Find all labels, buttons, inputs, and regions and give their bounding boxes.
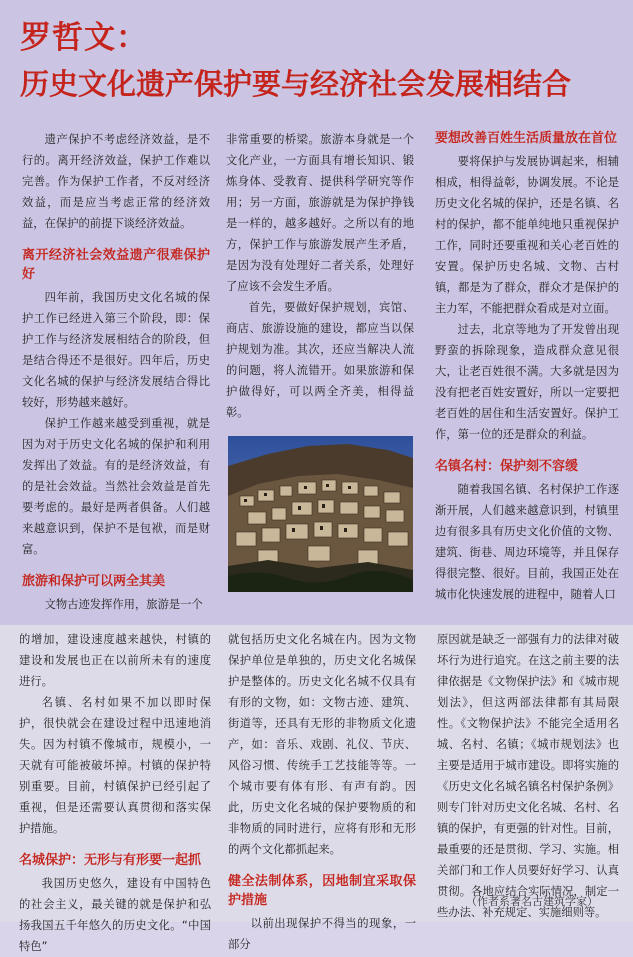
column-2-lower	[228, 629, 416, 955]
section-heading-tourism: 旅游和保护可以两全其美	[22, 574, 166, 589]
body-paragraph: 过去，北京等地为了开发曾出现野蛮的拆除现象，造成群众意见很大，让老百姓很不满。大多就是因为没有把老百姓安置好，所以一定要把老百姓的居住和生活安置好。保护工作，第一位的还是群众的利益。	[435, 323, 619, 441]
body-paragraph: 原因就是缺乏一部强有力的法律对破坏行为进行追究。在这之前主要的法律依据是《文物保护法》和《城市规划法》，但这两部法律都有其局限性。《文物保护法》不能完全适用名城、名村、名镇；《城市规划法》也主要是适用于城市建设。即将实施的《历史文化名城名镇名村保护条例》则专门针对历史文化名城、名村、名镇的保护，有更强的针对性。目前，最重要的还是贯彻、学习、实施。相关部门和工作人员要好好学习、认真贯彻。各地应结合实际情况，制定一些办法、补充规定、实施细则等。	[437, 633, 619, 919]
body-paragraph: 要将保护与发展协调起来，相辅相成，相得益彰，协调发展。不论是历史文化名城的保护，还是名镇、名村的保护，都不能单纯地只重视保护工作，同时还要重视和关心老百姓的安置。保护历史名城、文物、古村镇，都是为了群众，群众才是保护的主力军，不能把群众看成是对立面。	[435, 155, 619, 315]
body-paragraph: 首先，要做好保护规划，宾馆、商店、旅游设施的建设，都应当以保护规划为准。其次，还应当解决人流的问题，将人流错开。如果旅游和保护做得好，可以两全齐美，相得益彰。	[226, 301, 414, 419]
body-paragraph: 保护工作越来越受到重视，就是因为对于历史文化名城的保护和利用发挥出了效益。有的是经济效益，有的是社会效益。当然社会效益是首先要考虑的。最好是两者俱备。人们越来越意识到，保护不是包袱，而是财富。	[22, 417, 210, 556]
section-heading-legal-system: 健全法制体系，因地制宜采取保护措施	[228, 874, 416, 908]
body-paragraph: 的增加，建设速度越来越快，村镇的建设和发展也正在以前所未有的速度进行。	[19, 633, 211, 688]
body-paragraph: 名镇、名村如果不加以即时保护，很快就会在建设过程中迅速地消失。因为村镇不像城市，规模小，一天就有可能被破坏掉。村镇的保护特别重要。目前，村镇保护已经引起了重视，但是还需要认真贯彻和落实保护措施。	[19, 696, 211, 835]
body-paragraph: 我国历史悠久，建设有中国特色的社会主义，最关键的就是保护和弘扬我国五千年悠久的历史文化。“中国特色”	[19, 877, 211, 953]
section-heading-livelihood: 要想改善百姓生活质量放在首位	[435, 131, 618, 146]
body-paragraph: 文物古迹发挥作用，旅游是一个	[44, 598, 203, 611]
intro-paragraph: 遗产保护不考虑经济效益，是不行的。离开经济效益，保护工作难以完善。作为保护工作者，不反对经济效益，而是应当考虑正常的经济效益，在保护的前提下谈经济效益。	[22, 133, 210, 230]
column-1-upper	[22, 129, 210, 615]
page-title: 历史文化遗产保护要与经济社会发展相结合	[20, 67, 572, 101]
village-hillside-photo	[228, 436, 413, 592]
section-heading-economic-benefit: 离开经济社会效益遗产很难保护好	[22, 248, 210, 282]
column-3-lower	[437, 629, 619, 923]
column-1-lower	[19, 629, 211, 957]
column-3-upper	[435, 129, 619, 605]
author-credit: （作者系著名古建筑学家）	[466, 895, 598, 908]
title-author-line: 罗哲文：	[20, 20, 148, 56]
section-heading-towns-villages: 名镇名村：保护刻不容缓	[435, 459, 579, 474]
body-paragraph: 就包括历史文化名城在内。因为文物保护单位是单独的，历史文化名城保护是整体的。历史文化名城不仅具有有形的文物，如：文物古迹、建筑、街道等，还具有无形的非物质文化遗产，如：音乐、戏剧、礼仪、节庆、风俗习惯、传统手工艺技能等等。一个城市要有体有形、有声有韵。因此，历史文化名城的保护要物质的和非物质的同时进行，应将有形和无形的两个文化都抓起来。	[228, 633, 416, 856]
body-paragraph: 以前出现保护不得当的现象，一部分	[228, 917, 416, 951]
body-paragraph: 随着我国名镇、名村保护工作逐渐开展，人们越来越意识到，村镇里边有很多具有历史文化价值的文物、建筑、街巷、周边环境等，并且保存得很完整、很好。目前，我国正处在城市化快速发展的进程中，随着人口	[435, 483, 619, 601]
section-heading-intangible: 名城保护：无形与有形要一起抓	[19, 853, 202, 868]
body-paragraph: 非常重要的桥梁。旅游本身就是一个文化产业，一方面具有增长知识、锻炼身体、受教育、提供科学研究等作用；另一方面，旅游就是为保护挣钱是一样的，越多越好。之所以有的地方，保护工作与旅游发展产生矛盾，是因为没有处理好二者关系，处理好了应该不会发生矛盾。	[226, 133, 414, 293]
body-paragraph: 四年前，我国历史文化名城的保护工作已经进入第三个阶段，即：保护工作与经济发展相结合的阶段，但是结合得还不是很好。四年后，历史文化名城的保护与经济发展结合得比较好，形势越来越好。	[22, 291, 210, 409]
column-2-upper	[226, 129, 414, 423]
